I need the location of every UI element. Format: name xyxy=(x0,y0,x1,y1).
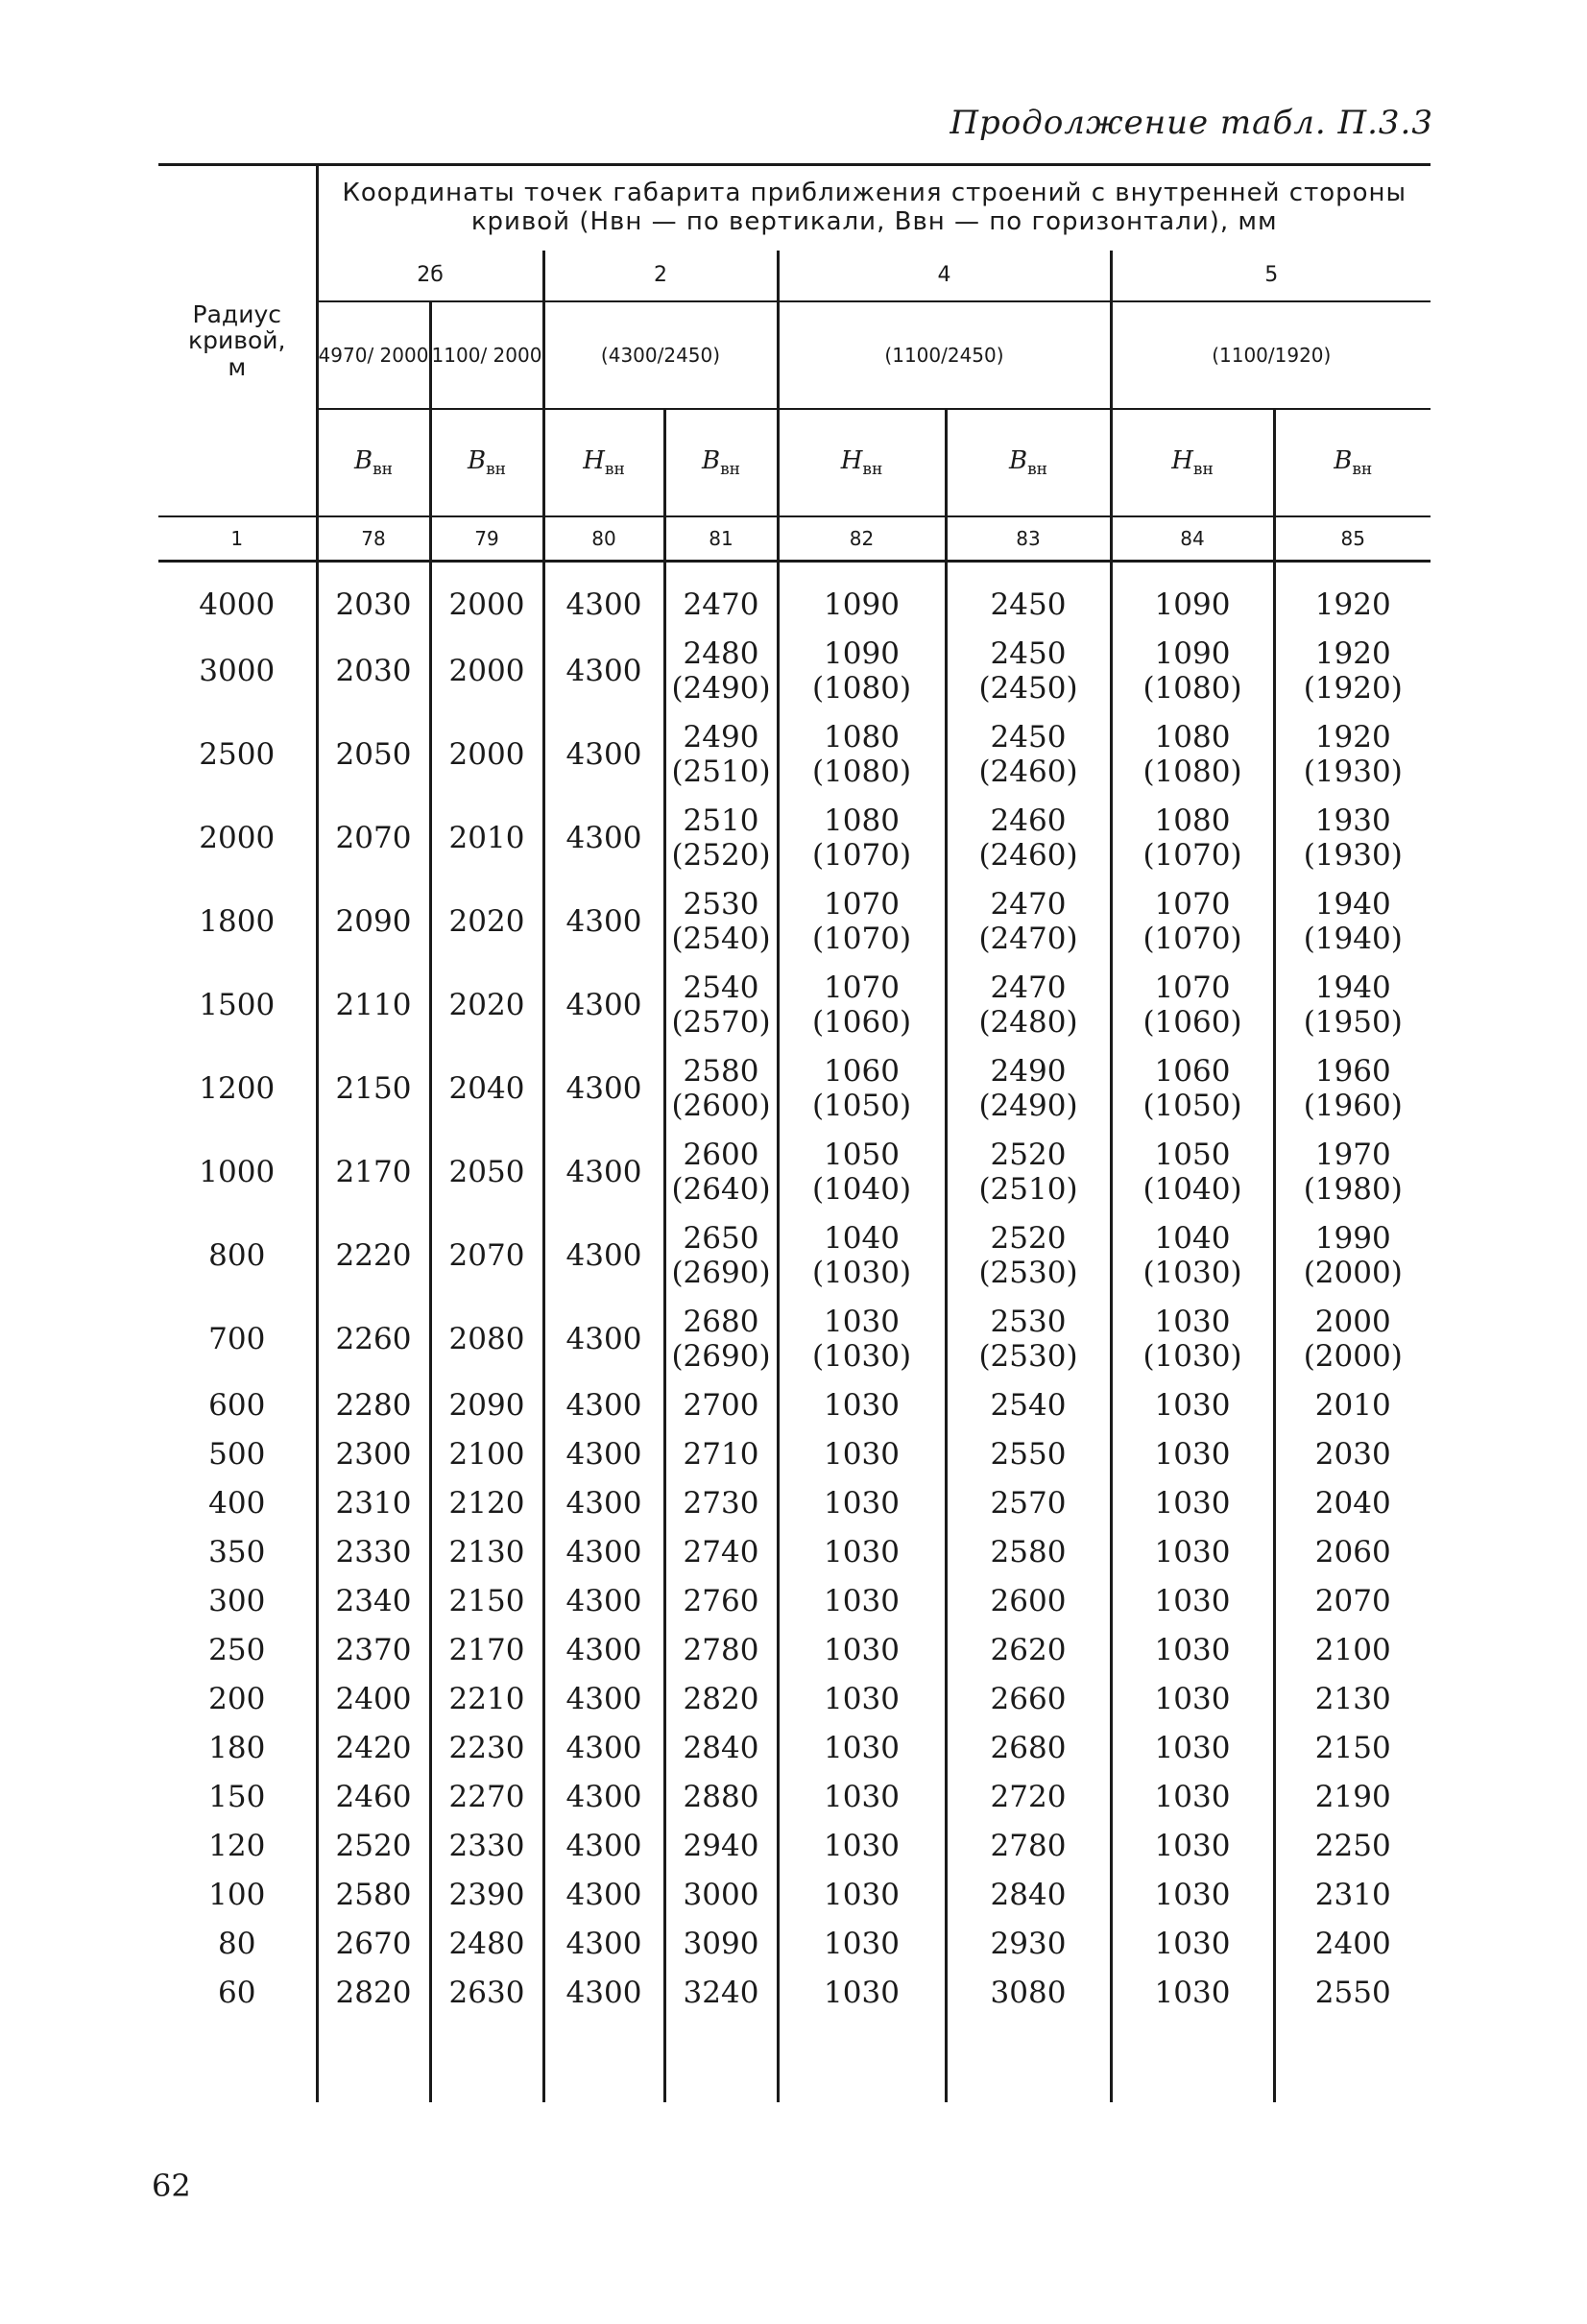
value-cell: 2020 xyxy=(430,878,543,962)
value-cell: 1030 xyxy=(778,1379,946,1428)
value-cell: 2370 xyxy=(317,1624,430,1673)
value-cell: 2480 xyxy=(430,1918,543,1967)
value-cell: 4300 xyxy=(543,1869,664,1918)
value-cell: 1030 xyxy=(1111,1575,1274,1624)
radius-cell: 350 xyxy=(208,1534,266,1569)
value-cell: 2550 xyxy=(946,1428,1111,1477)
page-number: 62 xyxy=(152,2168,191,2204)
value-cell: 2840 xyxy=(946,1869,1111,1918)
table-caption: Продолжение табл. П.3.3 xyxy=(950,104,1433,142)
value-cell: 2730 xyxy=(664,1477,778,1526)
value-cell: 1030 xyxy=(1111,1673,1274,1722)
value-cell: 2660 xyxy=(946,1673,1111,1722)
value-cell: 2540 (2570) xyxy=(664,962,778,1045)
table-row xyxy=(158,1477,1431,1526)
value-cell: 1030 xyxy=(778,1624,946,1673)
value-cell: 1080 (1070) xyxy=(778,795,946,878)
value-cell: 2760 xyxy=(664,1575,778,1624)
value-cell: 2340 xyxy=(317,1575,430,1624)
value-cell: 4300 xyxy=(543,1673,664,1722)
value-cell: 4300 xyxy=(543,1045,664,1129)
table-row xyxy=(158,962,1431,1045)
value-cell: 1030 (1030) xyxy=(1111,1296,1274,1379)
value-cell: 2470 (2470) xyxy=(946,878,1111,962)
value-cell: 3240 xyxy=(664,1967,778,2016)
value-cell: 2150 xyxy=(430,1575,543,1624)
value-cell: 2040 xyxy=(1274,1477,1431,1526)
table-row xyxy=(158,1428,1431,1477)
value-cell: 2390 xyxy=(430,1869,543,1918)
value-cell: 2100 xyxy=(1274,1624,1431,1673)
value-cell: 2000 xyxy=(430,628,543,711)
value-cell: 2620 xyxy=(946,1624,1111,1673)
value-cell: 2130 xyxy=(1274,1673,1431,1722)
value-cell: 2520 xyxy=(317,1820,430,1869)
radius-cell: 2000 xyxy=(199,820,276,855)
value-cell: 3000 xyxy=(664,1869,778,1918)
symbol-header: $B_{вн}$ xyxy=(1274,409,1431,516)
value-cell: 2820 xyxy=(317,1967,430,2016)
value-cell: 4300 xyxy=(543,1379,664,1428)
title-line: кривой (Hвн — по вертикали, Bвн — по горизонтали), мм xyxy=(470,206,1278,236)
value-cell: 2040 xyxy=(430,1045,543,1129)
value-cell: 2020 xyxy=(430,962,543,1045)
value-cell: 1030 xyxy=(778,1477,946,1526)
empty-cell xyxy=(543,2016,664,2102)
value-cell: 1030 xyxy=(778,1722,946,1771)
value-cell: 2230 xyxy=(430,1722,543,1771)
value-cell: 4300 xyxy=(543,1428,664,1477)
value-cell: 2530 (2530) xyxy=(946,1296,1111,1379)
value-cell: 4300 xyxy=(543,561,664,628)
table-row xyxy=(158,1526,1431,1575)
table-row xyxy=(158,561,1431,628)
table-row xyxy=(158,1673,1431,1722)
value-cell: 2060 xyxy=(1274,1526,1431,1575)
value-cell: 2190 xyxy=(1274,1771,1431,1820)
value-cell: 1030 xyxy=(1111,1722,1274,1771)
value-cell: 1030 xyxy=(778,1771,946,1820)
value-cell: 2720 xyxy=(946,1771,1111,1820)
radius-cell: 500 xyxy=(208,1436,266,1472)
radius-cell: 400 xyxy=(208,1485,266,1521)
value-cell: 1030 xyxy=(1111,1918,1274,1967)
value-cell: 1030 xyxy=(1111,1869,1274,1918)
table-spacer-row xyxy=(158,2016,1431,2102)
table-row xyxy=(158,628,1431,711)
symbol-header: $B_{вн}$ xyxy=(946,409,1111,516)
table-row xyxy=(158,1129,1431,1212)
value-cell: 1990 (2000) xyxy=(1274,1212,1431,1296)
value-cell: 4300 xyxy=(543,962,664,1045)
value-cell: 4300 xyxy=(543,1624,664,1673)
column-number: 81 xyxy=(664,516,778,562)
empty-cell xyxy=(317,2016,430,2102)
radius-cell: 1500 xyxy=(199,987,276,1022)
value-cell: 4300 xyxy=(543,628,664,711)
value-cell: 4300 xyxy=(543,1129,664,1212)
value-cell: 1030 xyxy=(778,1428,946,1477)
table-row xyxy=(158,1379,1431,1428)
value-cell: 2570 xyxy=(946,1477,1111,1526)
dimension-header: (1100/2450) xyxy=(778,301,1111,409)
empty-cell xyxy=(946,2016,1111,2102)
value-cell: 2330 xyxy=(430,1820,543,1869)
clearance-table xyxy=(158,163,1431,2102)
value-cell: 2270 xyxy=(430,1771,543,1820)
value-cell: 3080 xyxy=(946,1967,1111,2016)
value-cell: 2510 (2520) xyxy=(664,795,778,878)
value-cell: 2650 (2690) xyxy=(664,1212,778,1296)
table-container xyxy=(158,163,1431,2102)
value-cell: 2930 xyxy=(946,1918,1111,1967)
value-cell: 1940 (1950) xyxy=(1274,962,1431,1045)
radius-cell: 200 xyxy=(208,1681,266,1716)
value-cell: 2600 (2640) xyxy=(664,1129,778,1212)
value-cell: 1030 xyxy=(778,1575,946,1624)
radius-cell: 800 xyxy=(208,1237,266,1273)
value-cell: 4300 xyxy=(543,878,664,962)
column-number: 80 xyxy=(543,516,664,562)
value-cell: 2000 xyxy=(430,561,543,628)
radius-cell: 700 xyxy=(208,1321,266,1356)
value-cell: 2680 (2690) xyxy=(664,1296,778,1379)
value-cell: 1030 xyxy=(1111,1526,1274,1575)
dimension-header: (1100/1920) xyxy=(1111,301,1431,409)
column-number-row xyxy=(158,516,1431,562)
table-body xyxy=(158,561,1431,2102)
table-row xyxy=(158,1771,1431,1820)
group-header: 2б xyxy=(317,251,543,301)
value-cell: 2450 xyxy=(946,561,1111,628)
value-cell: 1030 xyxy=(1111,1379,1274,1428)
value-cell: 2580 (2600) xyxy=(664,1045,778,1129)
value-cell: 2460 (2460) xyxy=(946,795,1111,878)
value-cell: 1030 xyxy=(1111,1967,1274,2016)
value-cell: 2080 xyxy=(430,1296,543,1379)
value-cell: 1090 xyxy=(1111,561,1274,628)
value-cell: 2710 xyxy=(664,1428,778,1477)
value-cell: 4300 xyxy=(543,1477,664,1526)
value-cell: 4300 xyxy=(543,1722,664,1771)
radius-label-line: кривой, xyxy=(188,326,286,355)
table-row xyxy=(158,1296,1431,1379)
radius-cell: 60 xyxy=(218,1975,256,2010)
radius-cell: 180 xyxy=(208,1730,266,1765)
title-line: Координаты точек габарита приближения строений с внутренней стороны xyxy=(342,179,1407,207)
value-cell: 1090 (1080) xyxy=(1111,628,1274,711)
radius-column-header xyxy=(158,165,317,516)
value-cell: 1030 xyxy=(778,1918,946,1967)
value-cell: 2030 xyxy=(317,561,430,628)
value-cell: 2170 xyxy=(317,1129,430,1212)
value-cell: 2250 xyxy=(1274,1820,1431,1869)
symbol-header: $B_{вн}$ xyxy=(317,409,430,516)
value-cell: 4300 xyxy=(543,1918,664,1967)
value-cell: 2520 (2510) xyxy=(946,1129,1111,1212)
value-cell: 1030 xyxy=(778,1869,946,1918)
value-cell: 1030 xyxy=(1111,1624,1274,1673)
value-cell: 2120 xyxy=(430,1477,543,1526)
value-cell: 1070 (1070) xyxy=(1111,878,1274,962)
value-cell: 2820 xyxy=(664,1673,778,1722)
radius-cell: 250 xyxy=(208,1632,266,1667)
value-cell: 1030 xyxy=(778,1526,946,1575)
value-cell: 4300 xyxy=(543,1771,664,1820)
value-cell: 2100 xyxy=(430,1428,543,1477)
value-cell: 1030 xyxy=(778,1967,946,2016)
value-cell: 2880 xyxy=(664,1771,778,1820)
value-cell: 4300 xyxy=(543,1296,664,1379)
empty-cell xyxy=(430,2016,543,2102)
value-cell: 1080 (1080) xyxy=(778,711,946,795)
value-cell: 2780 xyxy=(664,1624,778,1673)
value-cell: 1060 (1050) xyxy=(778,1045,946,1129)
value-cell: 2150 xyxy=(1274,1722,1431,1771)
group-header: 5 xyxy=(1111,251,1431,301)
value-cell: 2050 xyxy=(317,711,430,795)
symbol-header: $H_{вн}$ xyxy=(1111,409,1274,516)
radius-cell: 100 xyxy=(208,1877,266,1912)
value-cell: 2280 xyxy=(317,1379,430,1428)
table-row xyxy=(158,878,1431,962)
table-row xyxy=(158,1575,1431,1624)
column-number: 78 xyxy=(317,516,430,562)
value-cell: 1070 (1060) xyxy=(778,962,946,1045)
symbol-header: $B_{вн}$ xyxy=(430,409,543,516)
value-cell: 3090 xyxy=(664,1918,778,1967)
value-cell: 2130 xyxy=(430,1526,543,1575)
table-header xyxy=(158,165,1431,562)
value-cell: 2070 xyxy=(317,795,430,878)
value-cell: 2470 (2480) xyxy=(946,962,1111,1045)
value-cell: 2110 xyxy=(317,962,430,1045)
radius-cell: 1000 xyxy=(199,1154,276,1189)
value-cell: 2310 xyxy=(1274,1869,1431,1918)
value-cell: 2210 xyxy=(430,1673,543,1722)
value-cell: 1070 (1060) xyxy=(1111,962,1274,1045)
value-cell: 1080 (1070) xyxy=(1111,795,1274,878)
value-cell: 2330 xyxy=(317,1526,430,1575)
value-cell: 4300 xyxy=(543,1820,664,1869)
radius-cell: 150 xyxy=(208,1779,266,1814)
dimension-header: 4970/ 2000 xyxy=(317,301,430,409)
value-cell: 1050 (1040) xyxy=(1111,1129,1274,1212)
value-cell: 2700 xyxy=(664,1379,778,1428)
value-cell: 1920 xyxy=(1274,561,1431,628)
value-cell: 1040 (1030) xyxy=(778,1212,946,1296)
empty-cell xyxy=(1274,2016,1431,2102)
value-cell: 1080 (1080) xyxy=(1111,711,1274,795)
value-cell: 2580 xyxy=(317,1869,430,1918)
value-cell: 2150 xyxy=(317,1045,430,1129)
symbol-header: $H_{вн}$ xyxy=(778,409,946,516)
value-cell: 4300 xyxy=(543,711,664,795)
radius-cell: 3000 xyxy=(199,653,276,688)
value-cell: 2540 xyxy=(946,1379,1111,1428)
radius-label-line: м xyxy=(228,352,247,381)
value-cell: 2400 xyxy=(317,1673,430,1722)
value-cell: 4300 xyxy=(543,1967,664,2016)
group-header: 2 xyxy=(543,251,778,301)
table-row xyxy=(158,795,1431,878)
radius-cell: 1800 xyxy=(199,903,276,939)
radius-cell: 80 xyxy=(218,1926,256,1961)
value-cell: 2450 (2450) xyxy=(946,628,1111,711)
value-cell: 1920 (1920) xyxy=(1274,628,1431,711)
value-cell: 2010 xyxy=(430,795,543,878)
symbol-header: $H_{вн}$ xyxy=(543,409,664,516)
value-cell: 2580 xyxy=(946,1526,1111,1575)
value-cell: 2300 xyxy=(317,1428,430,1477)
radius-cell: 300 xyxy=(208,1583,266,1618)
value-cell: 2260 xyxy=(317,1296,430,1379)
value-cell: 4300 xyxy=(543,1575,664,1624)
value-cell: 2070 xyxy=(430,1212,543,1296)
column-number: 83 xyxy=(946,516,1111,562)
radius-label-line: Радиус xyxy=(192,299,281,328)
value-cell: 1960 (1960) xyxy=(1274,1045,1431,1129)
value-cell: 2000 xyxy=(430,711,543,795)
value-cell: 2680 xyxy=(946,1722,1111,1771)
value-cell: 1030 xyxy=(778,1820,946,1869)
table-row xyxy=(158,1045,1431,1129)
group-header: 4 xyxy=(778,251,1111,301)
value-cell: 2420 xyxy=(317,1722,430,1771)
value-cell: 2070 xyxy=(1274,1575,1431,1624)
value-cell: 2670 xyxy=(317,1918,430,1967)
value-cell: 2090 xyxy=(430,1379,543,1428)
radius-cell: 2500 xyxy=(199,736,276,772)
value-cell: 2840 xyxy=(664,1722,778,1771)
radius-cell: 600 xyxy=(208,1387,266,1423)
table-row xyxy=(158,1820,1431,1869)
empty-cell xyxy=(664,2016,778,2102)
value-cell: 2310 xyxy=(317,1477,430,1526)
value-cell: 4300 xyxy=(543,1212,664,1296)
dimension-header: 1100/ 2000 xyxy=(430,301,543,409)
column-number: 85 xyxy=(1274,516,1431,562)
value-cell: 1030 xyxy=(1111,1428,1274,1477)
table-row xyxy=(158,1624,1431,1673)
value-cell: 2940 xyxy=(664,1820,778,1869)
value-cell: 2460 xyxy=(317,1771,430,1820)
value-cell: 1090 (1080) xyxy=(778,628,946,711)
value-cell: 1040 (1030) xyxy=(1111,1212,1274,1296)
table-row xyxy=(158,1212,1431,1296)
value-cell: 1940 (1940) xyxy=(1274,878,1431,962)
symbol-row xyxy=(158,409,1431,516)
value-cell: 2090 xyxy=(317,878,430,962)
value-cell: 1920 (1930) xyxy=(1274,711,1431,795)
radius-cell: 120 xyxy=(208,1828,266,1863)
value-cell: 2490 (2510) xyxy=(664,711,778,795)
table-row xyxy=(158,1918,1431,1967)
value-cell: 2480 (2490) xyxy=(664,628,778,711)
value-cell: 2490 (2490) xyxy=(946,1045,1111,1129)
value-cell: 4300 xyxy=(543,1526,664,1575)
value-cell: 2010 xyxy=(1274,1379,1431,1428)
value-cell: 2450 (2460) xyxy=(946,711,1111,795)
value-cell: 1060 (1050) xyxy=(1111,1045,1274,1129)
empty-cell xyxy=(158,2016,317,2102)
value-cell: 1030 xyxy=(1111,1771,1274,1820)
radius-cell: 1200 xyxy=(199,1070,276,1106)
value-cell: 1090 xyxy=(778,561,946,628)
value-cell: 2550 xyxy=(1274,1967,1431,2016)
value-cell: 1030 xyxy=(778,1673,946,1722)
value-cell: 4300 xyxy=(543,795,664,878)
value-cell: 2780 xyxy=(946,1820,1111,1869)
empty-cell xyxy=(778,2016,946,2102)
value-cell: 2740 xyxy=(664,1526,778,1575)
value-cell: 1970 (1980) xyxy=(1274,1129,1431,1212)
table-row xyxy=(158,711,1431,795)
dimension-header: (4300/2450) xyxy=(543,301,778,409)
column-number: 1 xyxy=(158,516,317,562)
table-row xyxy=(158,1967,1431,2016)
value-cell: 1070 (1070) xyxy=(778,878,946,962)
value-cell: 2630 xyxy=(430,1967,543,2016)
value-cell: 2600 xyxy=(946,1575,1111,1624)
empty-cell xyxy=(1111,2016,1274,2102)
value-cell: 2520 (2530) xyxy=(946,1212,1111,1296)
value-cell: 2030 xyxy=(1274,1428,1431,1477)
value-cell: 2000 (2000) xyxy=(1274,1296,1431,1379)
value-cell: 1030 xyxy=(1111,1820,1274,1869)
value-cell: 1050 (1040) xyxy=(778,1129,946,1212)
value-cell: 2400 xyxy=(1274,1918,1431,1967)
value-cell: 1930 (1930) xyxy=(1274,795,1431,878)
value-cell: 2220 xyxy=(317,1212,430,1296)
table-row xyxy=(158,1722,1431,1771)
value-cell: 2170 xyxy=(430,1624,543,1673)
value-cell: 2030 xyxy=(317,628,430,711)
table-title xyxy=(317,165,1431,251)
symbol-header: $B_{вн}$ xyxy=(664,409,778,516)
column-number: 84 xyxy=(1111,516,1274,562)
table-row xyxy=(158,1869,1431,1918)
value-cell: 1030 (1030) xyxy=(778,1296,946,1379)
column-number: 79 xyxy=(430,516,543,562)
value-cell: 2530 (2540) xyxy=(664,878,778,962)
value-cell: 2470 xyxy=(664,561,778,628)
radius-cell: 4000 xyxy=(199,587,276,622)
value-cell: 1030 xyxy=(1111,1477,1274,1526)
value-cell: 2050 xyxy=(430,1129,543,1212)
column-number: 82 xyxy=(778,516,946,562)
